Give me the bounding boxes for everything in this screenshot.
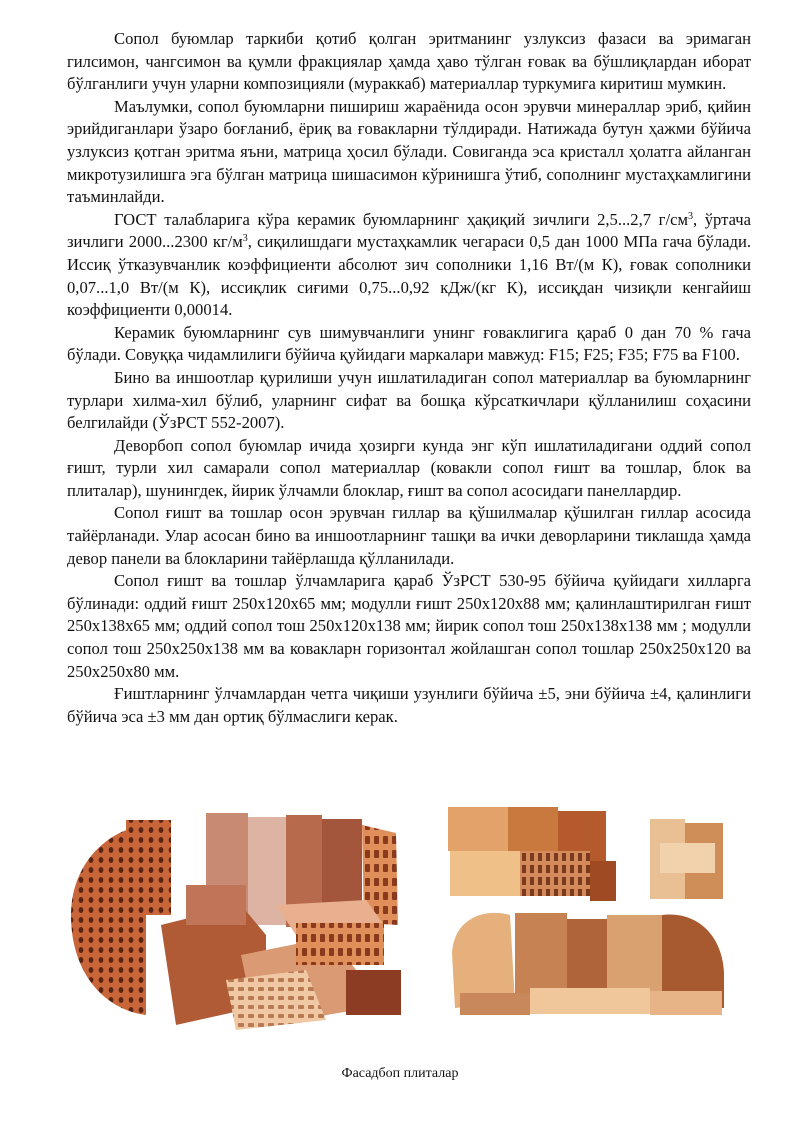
paragraph: Керамик буюмларнинг сув шимувчанлиги унинг ғоваклигига қараб 0 дан 70 % гача бўлади. Совуққа чидамлилиги бўйича қуйидаги маркалари мавжуд: F15; F25; F35; F75 ва F100. [67, 322, 751, 365]
paragraph: Ғиштларнинг ўлчамлардан четга чиқиши узунлиги бўйича ±5, эни бўйича ±4, қалинлиги бўйича эса ±3 мм дан ортиқ бўлмаслиги керак. [67, 684, 751, 726]
facade-tiles-image [440, 803, 732, 1035]
figure-caption: Фасадбоп плиталар [341, 1066, 459, 1081]
perforated-bricks-image [66, 805, 408, 1033]
paragraph-density [67, 209, 751, 322]
paragraph: Деворбоп сопол буюмлар ичида ҳозирги кунда энг кўп ишлатиладигани оддий сопол ғишт, турли хил самарали сопол материаллар (ковакли сопол ғишт ва тошлар, блок ва плиталар), шунингдек, йирик ўлчамли блоклар, ғишт ва сопол асосидаги панеллардир. [67, 435, 751, 500]
paragraph: Сопол ғишт ва тошлар ўлчамларига қараб ЎзРСТ 530-95 бўйича қуйидаги хилларга бўлинади: оддий ғишт 250х120х65 мм; модулли ғишт 250х120х88 мм; қалинлаштирилган ғишт 250х138х65 мм; оддий сопол тош 250х120х138 мм; йирик сопол тош 250х138х138 мм ; модулли сопол тош 250х250х138 мм ва ковакларн горизонтал жойлашган сопол тошлар 250х250х120 ва 250х250х80 мм. [67, 571, 751, 681]
text-run: , сиқилишдаги мустаҳкамлик чегараси 0,5 дан 1000 МПа гача бўлади. Иссиқ ўтказувчанлик коэффициенти абсолют зич сополники 1,16 Вт/(м К), ғовак сополники 0,07...1,0 Вт/(м К), иссиқлик сиғими 0,75...0,92 кДж/(кг К), иссиқдан чизиқли кенгайиш коэффициенти 0,00014. [67, 232, 751, 320]
paragraph: Сопол буюмлар таркиби қотиб қолган эритманинг узлуксиз фазаси ва эримаган гилсимон, чангсимон ва қумли фракциялар ҳамда ҳаво тўлган ғовак ва бўшлиқлардан иборат бўлганлиги учун уларни композицияли (мураккаб) материаллар туркумига киритиш мумкин. [67, 29, 751, 94]
superscript: 3 [687, 210, 693, 222]
paragraph: Маълумки, сопол буюмларни пишириш жараёнида осон эрувчи минераллар эриб, қийин эрийдиганлари ўзаро боғланиб, ёриқ ва ғовакларни тўлдиради. Натижада бутун ҳажми бўйича узлуксиз қотган эритма яъни, матрица ҳосил бўлади. Совиганда эса кристалл ҳолатга айланган микротузилишга эга бўлган матрица шишасимон кўринишга ўтиб, сополнинг мустаҳкамлигини таъминлайди. [67, 96, 751, 207]
paragraph: Бино ва иншоотлар қурилиши учун ишлатиладиган сопол материаллар ва буюмларнинг турлари хилма-хил бўлиб, уларнинг сифат ва бошқа кўрсаткичлари қўлланилиш соҳасини белгилайди (ЎзРСТ 552-2007). [67, 367, 751, 433]
text-run: ГОСТ талабларига кўра керамик буюмларнинг ҳақиқий зичлиги 2,5...2,7 г/см [114, 209, 688, 229]
text-run: , ўртача зичлиги 2000...2300 кг/м [67, 209, 751, 252]
body-text [67, 28, 751, 728]
superscript: 3 [242, 233, 248, 245]
paragraph: Сопол ғишт ва тошлар осон эрувчан гиллар ва қўшилмалар қўшилган гиллар асосида тайёрланади. Улар асосан бино ва иншоотларнинг ташқи ва ички деворларини тиклашда ҳамда девор панели ва блокларини тайёрлашда қўлланилади. [67, 503, 751, 568]
